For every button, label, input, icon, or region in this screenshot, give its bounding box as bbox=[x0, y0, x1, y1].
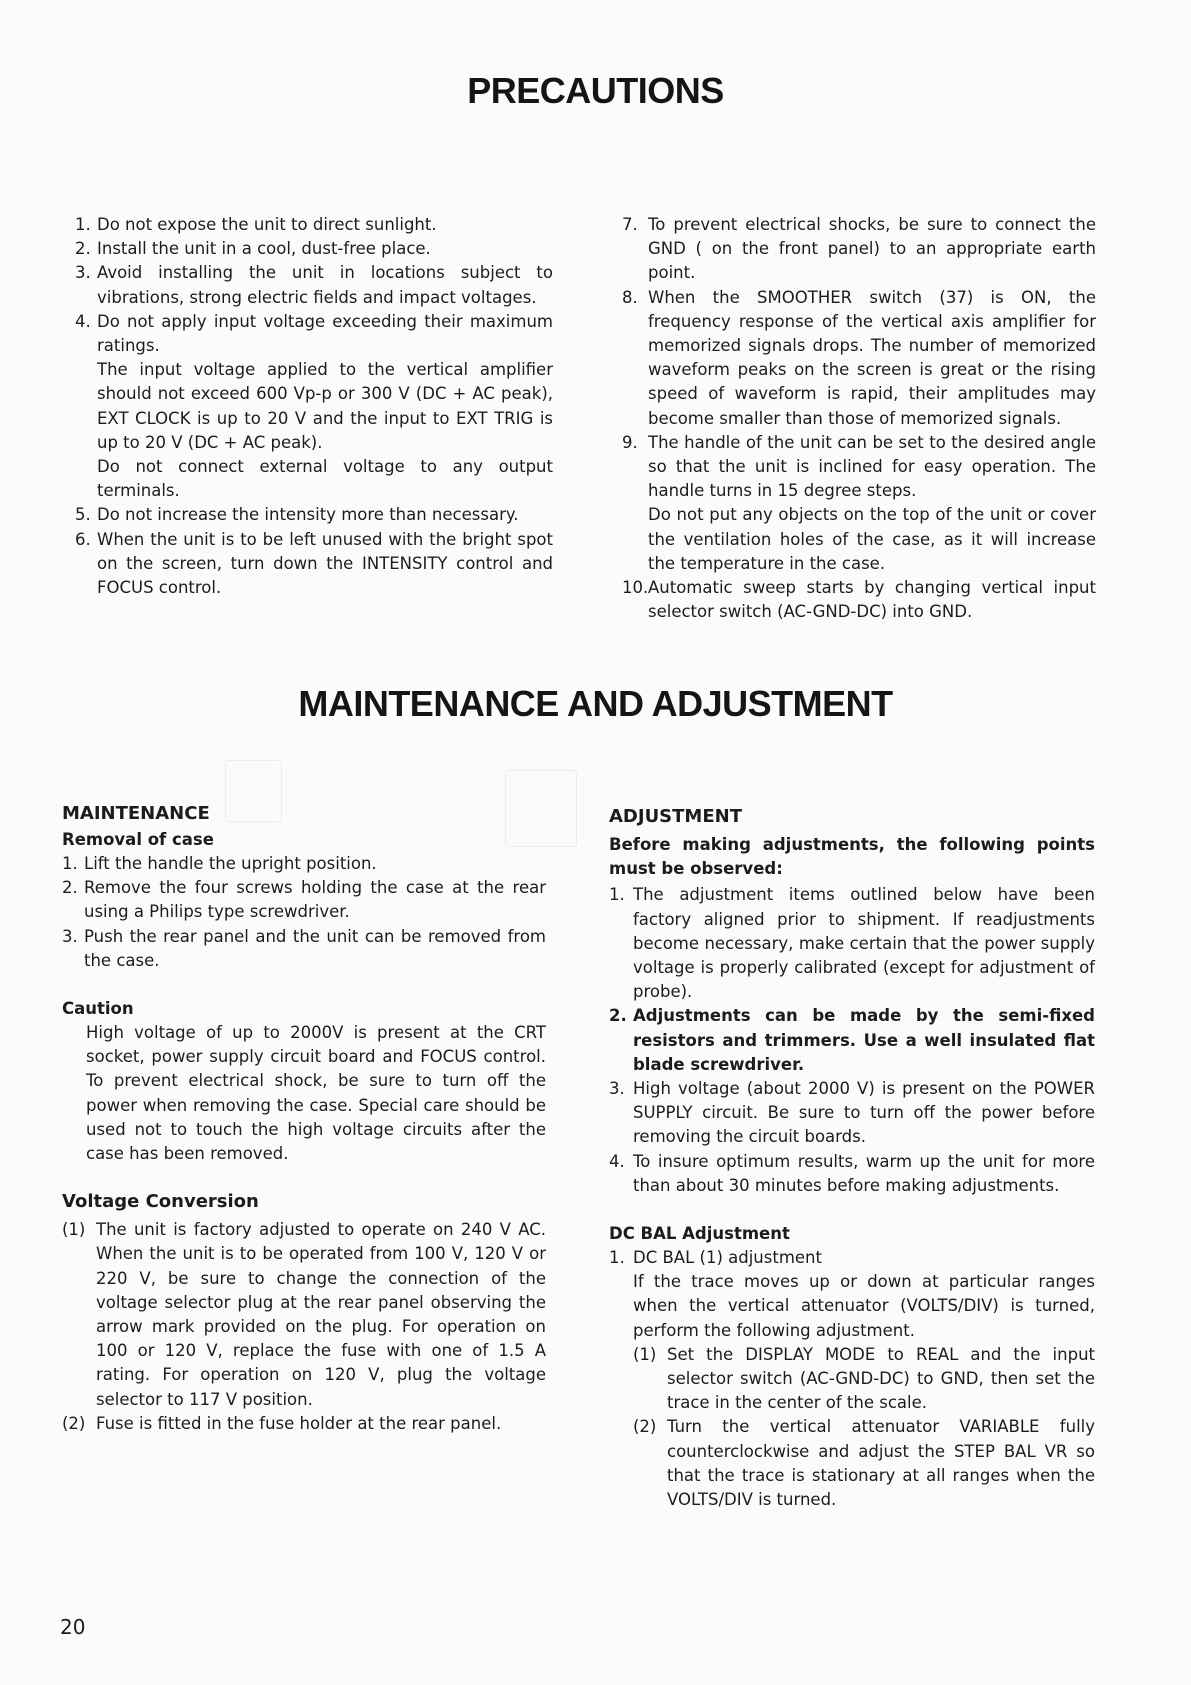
item-text: Avoid installing the unit in locations subject to vibrations, strong electric fields and impact voltages. bbox=[97, 263, 553, 307]
caution-text: High voltage of up to 2000V is present at the CRT socket, power supply circuit board and FOCUS control. To prevent electrical shock, be sure to turn off the power when removing the case. Special care should be used not to touch the high voltage circuits after the case has been removed. bbox=[86, 1023, 546, 1164]
adjustment-point bbox=[609, 1077, 1095, 1150]
item-text: The adjustment items outlined below have been factory aligned prior to shipment. If readjustments become necessary, make certain that the power supply voltage is properly calibrated (except for adjustment of probe). bbox=[633, 885, 1095, 1002]
item-number: 1. bbox=[62, 854, 78, 873]
adjustment-list bbox=[609, 883, 1095, 1198]
item-number: 2. bbox=[62, 878, 78, 898]
item-number: 6. bbox=[75, 529, 91, 549]
adjustment-point bbox=[609, 883, 1095, 1004]
removal-step bbox=[62, 852, 546, 876]
item-text-block bbox=[648, 286, 1096, 431]
item-number: 1. bbox=[75, 215, 91, 234]
removal-step bbox=[62, 925, 546, 973]
precautions-title: PRECAUTIONS bbox=[467, 70, 724, 111]
precaution-item bbox=[75, 237, 553, 261]
item-text: Automatic sweep starts by changing vertical input selector switch (AC-GND-DC) into GND. bbox=[648, 578, 1096, 622]
item-text-block bbox=[97, 237, 553, 261]
item-text: To prevent electrical shocks, be sure to connect the GND ( on the front panel) to an appropriate earth point. bbox=[648, 215, 1096, 283]
item-text-block bbox=[84, 925, 546, 973]
item-number: 9. bbox=[622, 432, 638, 452]
adjustment-point bbox=[609, 1004, 1095, 1077]
dc-bal-step bbox=[633, 1343, 1095, 1416]
adjustment-heading: ADJUSTMENT bbox=[609, 806, 742, 827]
item-text-block bbox=[97, 261, 553, 309]
item-text: The unit is factory adjusted to operate on 240 V AC. When the unit is to be operated from 100 V, 120 V or 220 V, be sure to change the connection of the voltage selector plug at the rear panel observing the arrow mark provided on the plug. For operation on 100 or 120 V, replace the fuse with one of 1.5 A rating. For operation on 120 V, plug the voltage selector to 117 V position. bbox=[96, 1220, 546, 1409]
item-text-block bbox=[648, 431, 1096, 576]
caution-heading: Caution bbox=[62, 999, 134, 1019]
item-text: Push the rear panel and the unit can be removed from the case. bbox=[84, 926, 546, 970]
item-text-block bbox=[84, 876, 546, 924]
item-number: (1) bbox=[633, 1344, 657, 1364]
page-number: 20 bbox=[60, 1615, 86, 1639]
maintenance-adjustment-title: MAINTENANCE AND ADJUSTMENT bbox=[298, 683, 893, 724]
precaution-item bbox=[622, 431, 1096, 576]
item-extra-paragraph: Do not put any objects on the top of the unit or cover the ventilation holes of the case, as it will increase the temperature in the case. bbox=[648, 505, 1096, 573]
item-text-block bbox=[648, 213, 1096, 286]
dc-bal-text: If the trace moves up or down at particular ranges when the vertical attenuator (VOLTS/DIV) is turned, perform the following adjustment. bbox=[633, 1272, 1095, 1340]
item-number: 2. bbox=[75, 239, 91, 259]
adjustment-intro: Before making adjustments, the following points must be observed: bbox=[609, 835, 1095, 879]
item-text: To insure optimum results, warm up the unit for more than about 30 minutes before making adjustments. bbox=[633, 1151, 1095, 1195]
precaution-item bbox=[75, 528, 553, 601]
removal-list bbox=[62, 852, 546, 973]
item-text-block bbox=[97, 310, 553, 504]
item-text-block bbox=[667, 1415, 1095, 1512]
maintenance-heading: MAINTENANCE bbox=[62, 803, 210, 824]
dc-bal-steps bbox=[609, 1343, 1095, 1512]
precaution-item bbox=[75, 310, 553, 504]
item-number: (2) bbox=[633, 1417, 657, 1437]
item-text: When the SMOOTHER switch (37) is ON, the frequency response of the vertical axis amplifier for memorized signals drops. The number of memorized waveform peaks on the screen is great or the rising speed of waveform is rapid, their amplitudes may become smaller than those of memorized signals. bbox=[648, 287, 1096, 428]
voltage-conversion-heading: Voltage Conversion bbox=[62, 1191, 259, 1213]
item-text-block bbox=[96, 1218, 546, 1412]
removal-step bbox=[62, 876, 546, 924]
item-text-block bbox=[96, 1412, 546, 1436]
item-number: 3. bbox=[62, 926, 78, 946]
precaution-item bbox=[622, 213, 1096, 286]
precautions-left-column bbox=[75, 213, 553, 600]
item-text: Lift the handle the upright position. bbox=[84, 854, 377, 873]
item-extra-paragraph: The input voltage applied to the vertical amplifier should not exceed 600 Vp-p or 300 V (DC + AC peak), EXT CLOCK is up to 20 V and the input to EXT TRIG is up to 20 V (DC + AC peak). bbox=[97, 360, 553, 452]
item-text: Fuse is fitted in the fuse holder at the rear panel. bbox=[96, 1413, 502, 1433]
item-number: (2) bbox=[62, 1413, 86, 1433]
precautions-right-column bbox=[622, 213, 1096, 624]
item-number: 8. bbox=[622, 287, 638, 307]
item-text-block bbox=[633, 883, 1095, 1004]
removal-heading: Removal of case bbox=[62, 830, 214, 849]
item-text-block bbox=[97, 503, 553, 527]
precaution-item bbox=[75, 503, 553, 527]
item-number: 5. bbox=[75, 505, 91, 525]
item-text-block bbox=[633, 1077, 1095, 1150]
dc-bal-item-title: DC BAL (1) adjustment bbox=[633, 1248, 822, 1268]
voltage-list bbox=[62, 1218, 546, 1436]
item-text: When the unit is to be left unused with the bright spot on the screen, turn down the INTENSITY control and FOCUS control. bbox=[97, 529, 553, 598]
item-text-block bbox=[97, 213, 553, 237]
precaution-item bbox=[622, 576, 1096, 624]
item-number: 4. bbox=[609, 1151, 625, 1171]
adjustment-point bbox=[609, 1150, 1095, 1198]
item-number: (1) bbox=[62, 1220, 86, 1240]
voltage-item bbox=[62, 1412, 546, 1436]
item-number: 3. bbox=[75, 263, 91, 283]
item-text: Remove the four screws holding the case at the rear using a Philips type screwdriver. bbox=[84, 878, 546, 922]
item-text: Do not apply input voltage exceeding their maximum ratings. bbox=[97, 311, 553, 356]
item-number: 3. bbox=[609, 1079, 625, 1099]
item-number: 4. bbox=[75, 311, 91, 331]
dc-bal-item bbox=[609, 1246, 1095, 1270]
voltage-item bbox=[62, 1218, 546, 1412]
item-text-block bbox=[97, 528, 553, 601]
adjustment-column bbox=[609, 805, 1095, 1512]
dc-bal-item-number: 1. bbox=[609, 1248, 625, 1268]
item-text-block bbox=[84, 852, 546, 876]
precaution-item bbox=[75, 261, 553, 309]
dc-bal-step bbox=[633, 1415, 1095, 1512]
item-text: The handle of the unit can be set to the desired angle so that the unit is inclined for easy operation. The handle turns in 15 degree steps. bbox=[648, 432, 1096, 501]
dc-bal-heading: DC BAL Adjustment bbox=[609, 1224, 790, 1244]
item-extra-paragraph: Do not connect external voltage to any output terminals. bbox=[97, 457, 553, 501]
precaution-item bbox=[622, 286, 1096, 431]
item-text: Adjustments can be made by the semi-fixed resistors and trimmers. Use a well insulated flat blade screwdriver. bbox=[633, 1006, 1095, 1074]
item-text-block bbox=[667, 1343, 1095, 1416]
item-number: 1. bbox=[609, 885, 625, 905]
item-number: 7. bbox=[622, 215, 638, 234]
item-text: Do not increase the intensity more than necessary. bbox=[97, 505, 519, 525]
item-text: High voltage (about 2000 V) is present on the POWER SUPPLY circuit. Be sure to turn off the power before removing the circuit boards. bbox=[633, 1079, 1095, 1147]
item-text: Install the unit in a cool, dust-free place. bbox=[97, 239, 431, 259]
item-number: 2. bbox=[609, 1006, 627, 1026]
item-text-block bbox=[633, 1150, 1095, 1198]
item-text-block bbox=[633, 1004, 1095, 1077]
precaution-item bbox=[75, 213, 553, 237]
maintenance-column bbox=[62, 802, 546, 1436]
item-text-block bbox=[648, 576, 1096, 624]
item-text: Do not expose the unit to direct sunlight. bbox=[97, 215, 437, 234]
item-text: Turn the vertical attenuator VARIABLE fully counterclockwise and adjust the STEP BAL VR so that the trace is stationary at all ranges when the VOLTS/DIV is turned. bbox=[667, 1417, 1095, 1510]
item-text: Set the DISPLAY MODE to REAL and the input selector switch (AC-GND-DC) to GND, then set the trace in the center of the scale. bbox=[667, 1344, 1095, 1413]
item-number: 10. bbox=[622, 578, 649, 598]
